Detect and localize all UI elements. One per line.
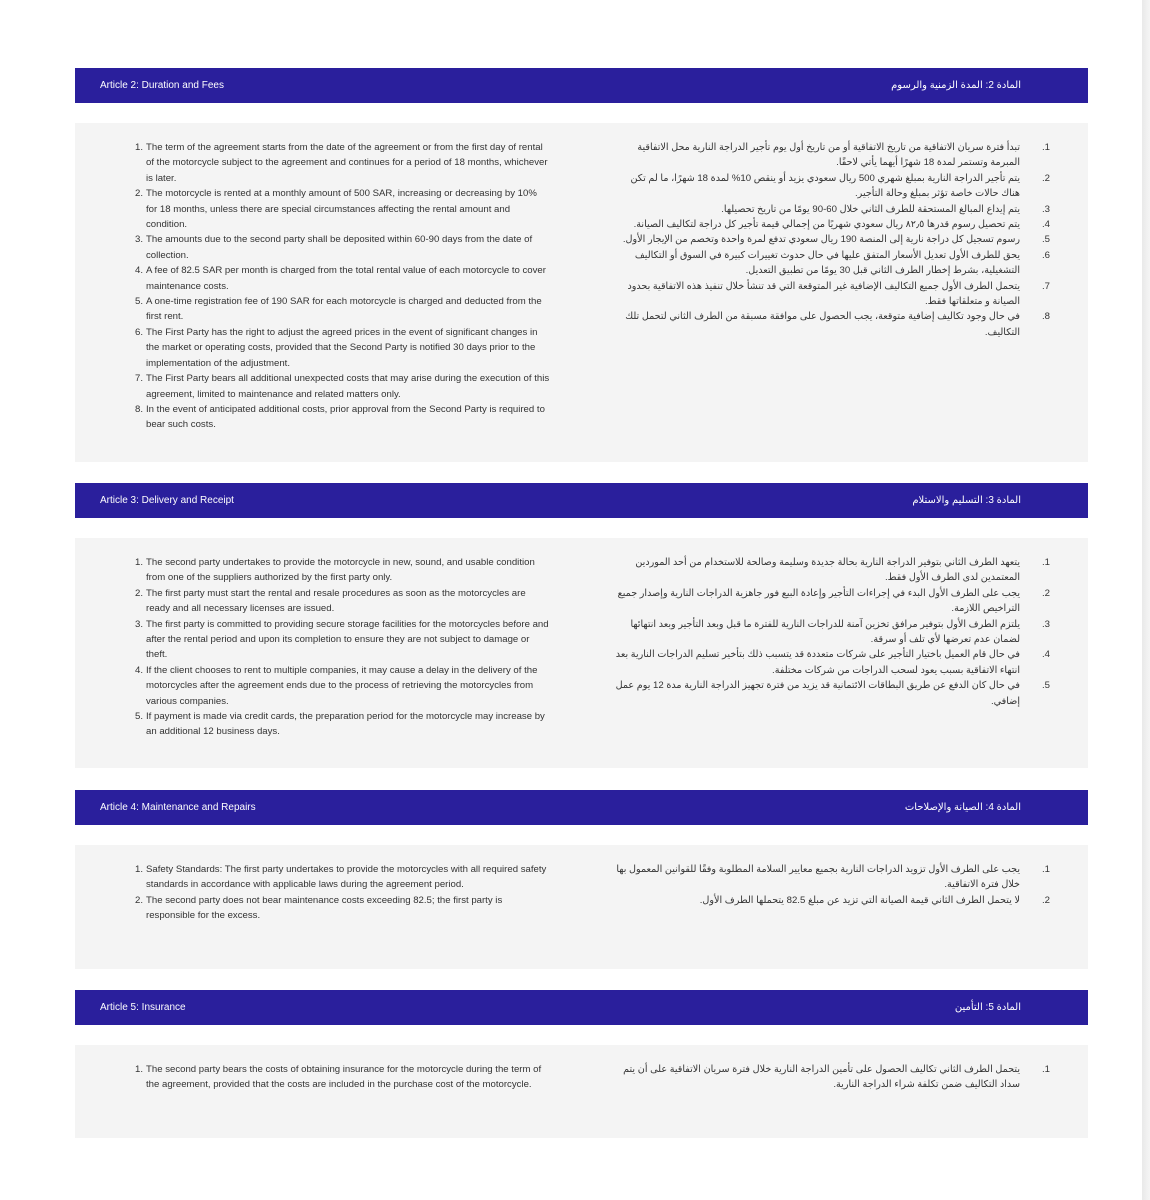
clause-list-en (135, 862, 550, 924)
article-title-ar: المادة 5: التأمين (954, 1002, 1021, 1013)
article-body (75, 538, 1088, 768)
clause-item-ar: .2 يتم تأجير الدراجة النارية بمبلغ شهري 500 ريال سعودي يزيد أو ينقص 10% لمدة 18 شهرًا، ما لم تكن هناك حالات خاصة تؤثر بمبلغ وحالة التأجير. (630, 172, 1050, 200)
clause-item-ar: .4 في حال قام العميل باختيار التأجير على شركات متعددة قد يتسبب ذلك بتأخير تسليم الدراجات النارية بعد انتهاء الاتفاقية بسبب يعود لسحب الدراجات من شركات مختلفة. (615, 649, 1050, 676)
article-title-en: Article 2: Duration and Fees (100, 80, 224, 91)
article-2 (75, 68, 1088, 431)
clause-item-ar: .2 لا يتحمل الطرف الثاني قيمة الصيانة التي تزيد عن مبلغ 82.5 يتحملها الطرف الأول. (699, 894, 1050, 906)
clause-item-en: 1. Safety Standards: The first party undertakes to provide the motorcycles with all required safety standards in accordance with applicable laws during the agreement period. (135, 864, 547, 891)
clause-list-ar (610, 862, 1050, 908)
clause-item-en: 6. The First Party has the right to adjust the agreed prices in the event of significant changes in the market or operating costs, provided that the Second Party is notified 30 days prior to the implementation of the adjustment. (135, 326, 538, 369)
clause-item-ar: .2 يجب على الطرف الأول البدء في إجراءات التأجير وإعادة البيع فور جاهزية الدراجات النارية وإصدار جميع التراخيص اللازمة. (617, 587, 1050, 615)
clause-item-ar: .3 يلتزم الطرف الأول بتوفير مرافق تخزين آمنة للدراجات النارية للفترة ما قبل وبعد التأجير وبعد انتهائها لضمان عدم تعرضها لأي تلف أو سرقة. (630, 618, 1050, 646)
article-header (75, 483, 1088, 518)
clause-list-ar (610, 140, 1050, 340)
clause-item-en: 2. The motorcycle is rented at a monthly amount of 500 SAR, increasing or decreasing by 10% for 18 months, unless there are special circumstances affecting the rental amount and condition. (135, 188, 537, 231)
clause-list-en (135, 1062, 550, 1093)
clause-list-ar (610, 1062, 1050, 1093)
clause-item-ar: .3 يتم إيداع المبالغ المستحقة للطرف الثاني خلال 60-90 يومًا من تاريخ تحصيلها. (721, 203, 1050, 215)
article-header (75, 990, 1088, 1025)
clause-item-en: 4. A fee of 82.5 SAR per month is charged from the total rental value of each motorcycle to cover maintenance costs. (135, 265, 546, 292)
clause-item-en: 2. The first party must start the rental and resale procedures as soon as the motorcycles are ready and all necessary licenses are issued. (135, 587, 526, 615)
clause-item-en: 1. The term of the agreement starts from the date of the agreement or from the first day of rental of the motorcycle subject to the agreement and continues for a period of 18 months, whichever is later. (135, 142, 548, 184)
clause-item-en: 5. A one-time registration fee of 190 SAR for each motorcycle is charged and deducted from the first rent. (135, 296, 542, 323)
clause-item-ar: .4 يتم تحصيل رسوم قدرها ٨٢٫٥ ريال سعودي شهريًا من إجمالي قيمة تأجير كل دراجة لتكاليف الصيانة. (633, 219, 1050, 231)
article-body (75, 1045, 1088, 1138)
clause-item-en: 2. The second party does not bear maintenance costs exceeding 82.5; the first party is responsible for the excess. (135, 894, 503, 922)
clause-item-en: 7. The First Party bears all additional unexpected costs that may arise during the execution of this agreement, limited to maintenance and related matters only. (135, 373, 550, 400)
article-title-ar: المادة 3: التسليم والاستلام (912, 495, 1021, 506)
clause-item-ar: .1 يجب على الطرف الأول تزويد الدراجات النارية بجميع معايير السلامة المطلوبة وفقًا للقوانين المعمول بها خلال فترة الاتفاقية. (616, 864, 1050, 891)
article-body (75, 123, 1088, 462)
article-3 (75, 483, 1088, 738)
clause-item-en: 1. The second party bears the costs of obtaining insurance for the motorcycle during the term of the agreement, provided that the costs are included in the purchase cost of the motorcycle. (135, 1064, 542, 1091)
clause-item-en: 3. The first party is committed to providing secure storage facilities for the motorcycles before and after the rental period and upon its completion to ensure they are not subject to damage or theft. (135, 618, 549, 661)
clause-item-en: 4. If the client chooses to rent to multiple companies, it may cause a delay in the delivery of the motorcycles after the agreement ends due to the process of retrieving the motorcycles from various companies. (135, 664, 538, 707)
clause-item-ar: .1 يتعهد الطرف الثاني بتوفير الدراجة النارية بحالة جديدة وسليمة وصالحة للاستخدام من أحد الموردين المعتمدين لدى الطرف الأول فقط. (635, 557, 1050, 584)
clause-item-en: 3. The amounts due to the second party shall be deposited within 60-90 days from the date of collection. (135, 234, 533, 261)
clause-list-en (135, 140, 550, 433)
clause-item-en: 1. The second party undertakes to provide the motorcycle in new, sound, and usable condition from one of the suppliers authorized by the first party only. (135, 557, 535, 584)
article-title-ar: المادة 2: المدة الزمنية والرسوم (891, 80, 1021, 91)
clause-item-ar: .6 يحق للطرف الأول تعديل الأسعار المتفق عليها في حال حدوث تغييرات كبيرة في السوق أو التكاليف التشغيلية، بشرط إخطار الطرف الثاني قبل 30 يومًا من تطبيق التعديل. (634, 249, 1050, 277)
clause-list-en (135, 555, 550, 740)
page-edge (1142, 0, 1150, 1200)
clause-item-ar: .7 يتحمل الطرف الأول جميع التكاليف الإضافية غير المتوقعة التي قد تنشأ خلال تنفيذ هذه الاتفاقية بحدود الصيانة و متعلقاتها فقط. (627, 280, 1050, 308)
clause-item-en: 8. In the event of anticipated additional costs, prior approval from the Second Party is required to bear such costs. (135, 403, 545, 431)
article-title-en: Article 5: Insurance (100, 1002, 186, 1013)
article-title-en: Article 4: Maintenance and Repairs (100, 802, 256, 813)
article-5 (75, 990, 1088, 1091)
clause-item-ar: .8 في حال وجود تكاليف إضافية متوقعة، يجب الحصول على موافقة مسبقة من الطرف الثاني لتحمل تلك التكاليف. (625, 311, 1050, 338)
clause-item-ar: .1 يتحمل الطرف الثاني تكاليف الحصول على تأمين الدراجة النارية خلال فترة سريان الاتفاقية على أن يتم سداد التكاليف ضمن تكلفة شراء الدراجة النارية. (623, 1064, 1050, 1091)
clause-item-ar: .5 رسوم تسجيل كل دراجة نارية إلى المنصة 190 ريال سعودي تدفع لمرة واحدة وتخصم من الإيجار الأول. (622, 234, 1050, 246)
clause-item-ar: .5 في حال كان الدفع عن طريق البطاقات الائتمانية قد يزيد من فترة تجهيز الدراجة النارية مدة 12 يوم عمل إضافي. (615, 680, 1050, 707)
article-header (75, 790, 1088, 825)
article-title-en: Article 3: Delivery and Receipt (100, 495, 234, 506)
article-title-ar: المادة 4: الصيانة والإصلاحات (904, 802, 1021, 813)
clause-item-en: 5. If payment is made via credit cards, the preparation period for the motorcycle may increase by an additional 12 business days. (135, 711, 545, 738)
clause-list-ar (610, 555, 1050, 709)
clause-item-ar: .1 تبدأ فترة سريان الاتفاقية من تاريخ الاتفاقية أو من تاريخ أول يوم تأجير الدراجة النارية محل الاتفاقية المبرمة وتستمر لمدة 18 شهرًا أيهما يأتي لاحقًا. (637, 142, 1050, 169)
article-body (75, 845, 1088, 969)
article-4 (75, 790, 1088, 922)
article-header (75, 68, 1088, 103)
